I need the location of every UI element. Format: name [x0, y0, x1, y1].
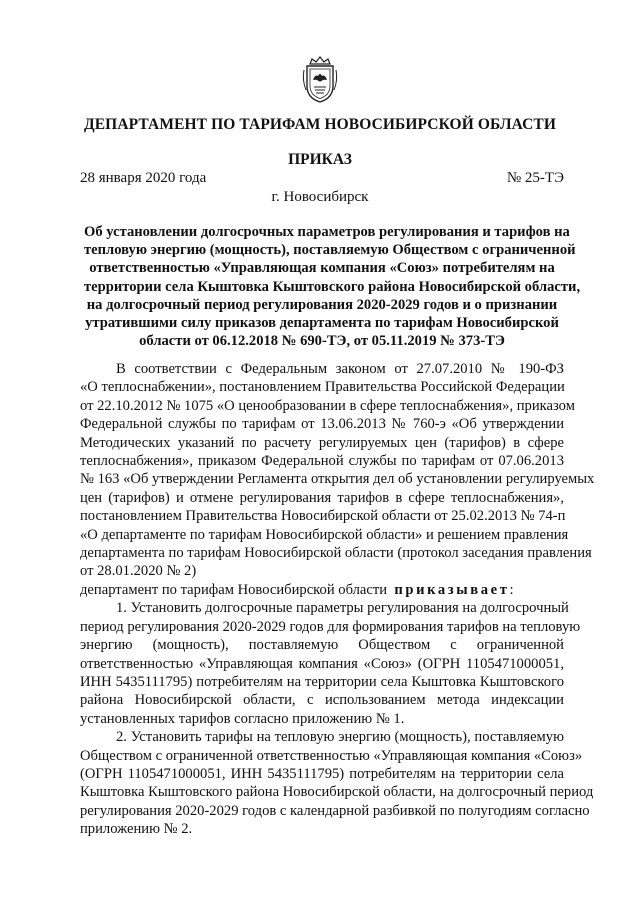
text-line: энергию (мощность), поставляемую Обществом с ограниченной — [80, 637, 564, 654]
date-number-row — [80, 170, 564, 187]
text-line: постановлением Правительства Новосибирской области от 25.02.2013 № 74-п — [80, 508, 566, 525]
subject-line: тепловую энергию (мощность), поставляемую Обществом с ограниченной — [84, 242, 576, 259]
subject-line: Об установлении долгосрочных параметров регулирования и тарифов на — [84, 224, 570, 240]
order-subject — [84, 223, 581, 350]
text-line: 1. Установить долгосрочные параметры регулирования на долгосрочный — [116, 600, 569, 617]
item-2-paragraph — [80, 728, 594, 838]
text-line: от 22.10.2012 № 1075 «О ценообразовании в сфере теплоснабжения», приказом — [80, 397, 575, 414]
text-line: Федеральной службы по тарифам от 13.06.2013 № 760-э «Об утверждении — [80, 416, 564, 433]
order-colon: : — [509, 581, 514, 598]
text-line: ИНН 5435111795) потребителям на территории села Кыштовка Кыштовского — [80, 673, 564, 690]
text-line: цен (тарифов) и отмене регулирования тарифов в сфере теплоснабжения», — [80, 489, 564, 506]
text-line: от 28.01.2020 № 2) — [80, 563, 197, 580]
text-line: установленных тарифов согласно приложению № 1. — [80, 710, 405, 727]
coat-of-arms-emblem — [301, 56, 339, 104]
order-clause — [80, 581, 564, 599]
text-line: 2. Установить тарифы на тепловую энергию (мощность), поставляемую — [116, 729, 564, 746]
text-line: В соответствии с Федеральным законом от 27.07.2010 № 190-ФЗ — [116, 361, 564, 377]
order-number: № 25-ТЭ — [506, 170, 564, 186]
subject-line: территории села Кыштовка Кыштовского района Новосибирской области, — [84, 278, 581, 295]
text-line: теплоснабжения», приказом Федеральной службы по тарифам от 07.06.2013 — [80, 453, 564, 470]
text-line: ответственностью «Управляющая компания «Союз» (ОГРН 1105471000051, — [80, 655, 564, 672]
subject-line: утратившими силу приказов департамента по тарифам Новосибирской — [85, 315, 559, 332]
item-1-paragraph — [80, 599, 581, 728]
text-line: приложению № 2. — [80, 821, 193, 838]
text-line: района Новосибирской области, с использованием метода индексации — [80, 692, 564, 709]
order-body — [80, 360, 595, 839]
subject-line: на долгосрочный период регулирования 2020-2029 годов и о признании — [86, 296, 558, 313]
order-date: 28 января 2020 года — [80, 170, 207, 186]
department-title: ДЕПАРТАМЕНТ ПО ТАРИФАМ НОВОСИБИРСКОЙ ОБЛАСТИ — [83, 116, 557, 133]
text-line: Обществом с ограниченной ответственностью «Управляющая компания «Союз» — [80, 747, 583, 764]
text-line: Методических указаний по расчету регулируемых цен (тарифов) в сфере — [80, 434, 564, 451]
subject-line: области от 06.12.2018 № 690-ТЭ, от 05.11.2019 № 373-ТЭ — [139, 333, 505, 350]
preamble-paragraph — [80, 360, 595, 599]
document-type: ПРИКАЗ — [288, 151, 352, 168]
text-line: период регулирования 2020-2029 годов для формирования тарифов на тепловую — [80, 618, 581, 635]
text-line: № 163 «Об утверждении Регламента открытия дел об установлении регулируемых — [80, 471, 595, 488]
order-lead: департамент по тарифам Новосибирской области — [80, 581, 388, 598]
city: г. Новосибирск — [271, 189, 369, 205]
text-line: регулирования 2020-2029 годов с календарной разбивкой по полугодиям согласно — [80, 802, 590, 819]
subject-line: ответственностью «Управляющая компания «Союз» потребителям на — [89, 260, 555, 277]
text-line: Кыштовка Кыштовского района Новосибирской области, на долгосрочный период — [80, 784, 594, 801]
text-line: «О теплоснабжении», постановлением Правительства Российской Федерации — [80, 379, 565, 396]
text-line: департамента по тарифам Новосибирской области (протокол заседания правления — [80, 545, 592, 562]
text-line: «О департаменте по тарифам Новосибирской области» и решением правления — [80, 526, 569, 543]
text-line: (ОГРН 1105471000051, ИНН 5435111795) потребителям на территории села — [80, 765, 564, 782]
order-verb: приказывает — [394, 581, 510, 598]
